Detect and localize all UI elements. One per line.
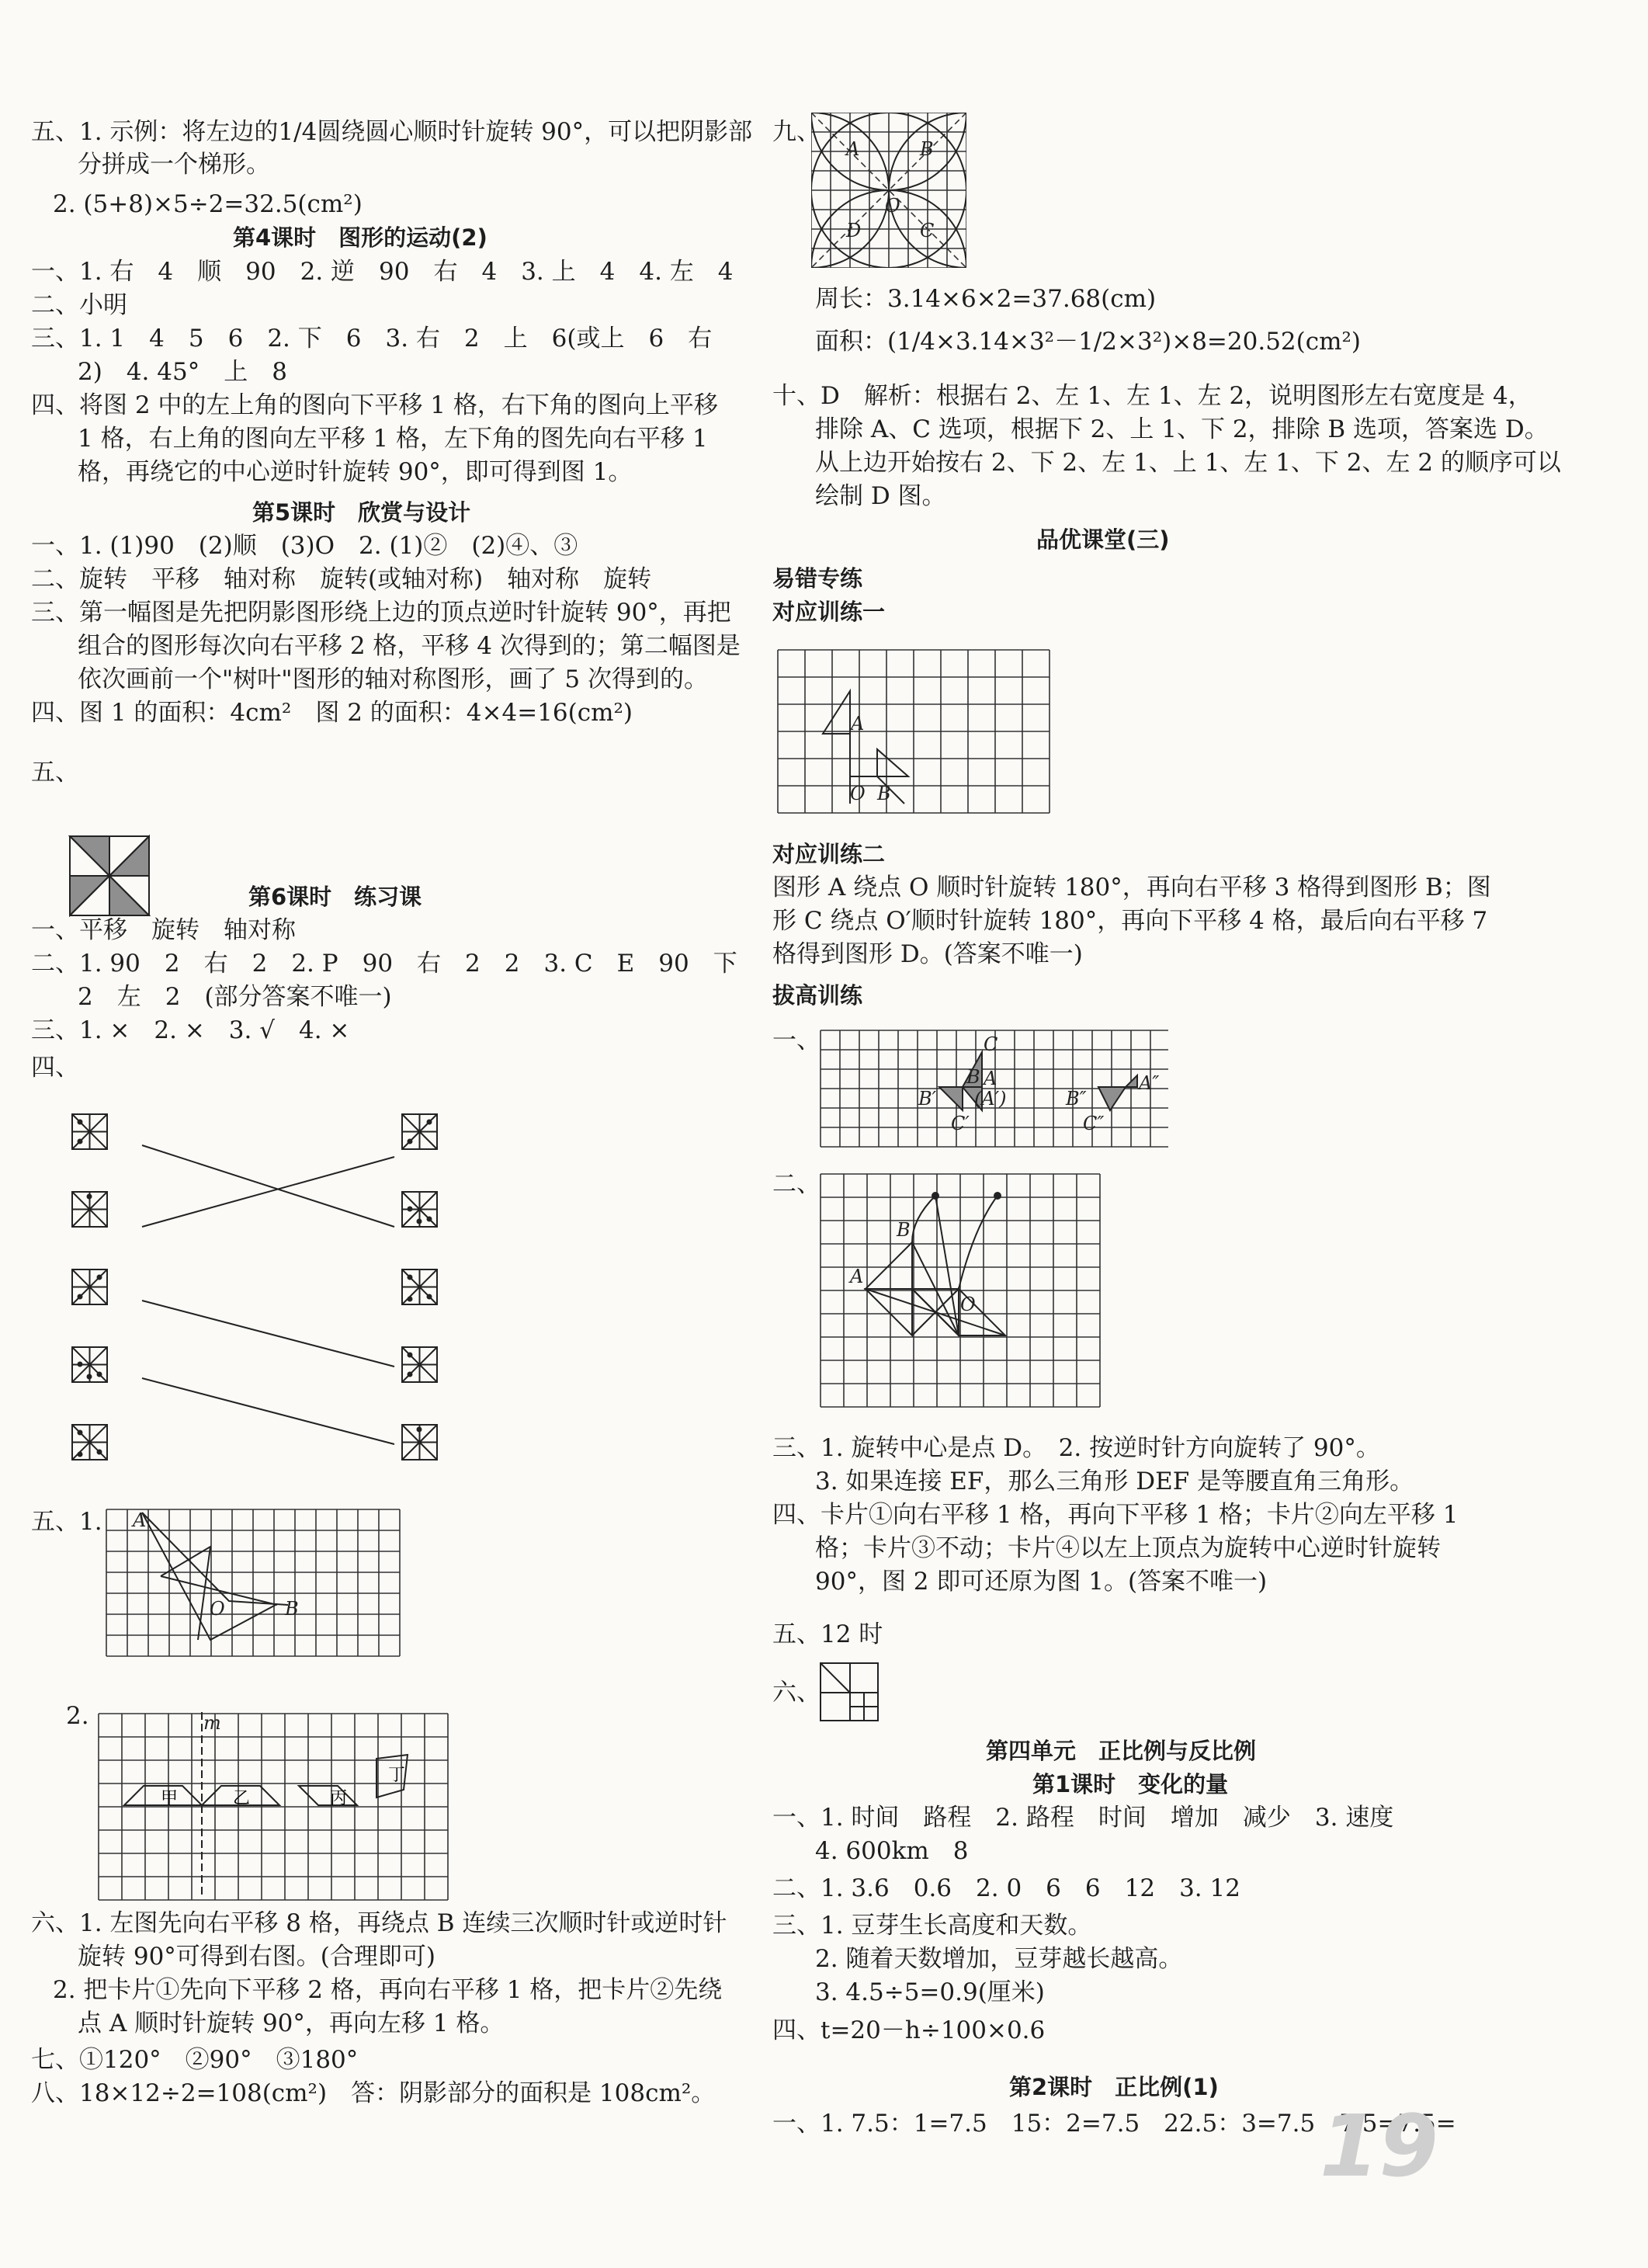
right-column-line: 拔高训练 (772, 982, 863, 1009)
left-column-line: 2. (66, 1702, 89, 1730)
label-c: C (984, 1033, 998, 1055)
right-column-line: 3. 如果连接 EF，那么三角形 DEF 是等腰直角三角形。 (815, 1467, 1414, 1495)
right-column-line: 3. 4.5÷5=0.9(厘米) (815, 1978, 1045, 2006)
page-number: 19 (1319, 2096, 1438, 2196)
left-column-line: 2. (5+8)×5÷2=32.5(cm²) (53, 190, 363, 218)
label-jia: 甲 (161, 1789, 179, 1808)
left-column-line: 二、小明 (31, 291, 127, 319)
right-column-line: 六、 (772, 1679, 821, 1707)
left-column-line: 三、第一幅图是先把阴影图形绕上边的顶点逆时针旋转 90°，再把 (31, 599, 731, 627)
right-column-line: 面积：(1/4×3.14×3²－1/2×3²)×8=20.52(cm²) (815, 328, 1362, 356)
label-a: A (846, 138, 860, 160)
label-bing: 丙 (330, 1789, 348, 1808)
right-column-line: 第1课时 变化的量 (1032, 1771, 1229, 1797)
right-column-line: 周长：3.14×6×2=37.68(cm) (815, 285, 1157, 313)
left-column-line: 三、1. × 2. × 3. √ 4. × (31, 1016, 350, 1044)
pinwheel-figure (68, 835, 151, 917)
left-column-line: 六、1. 左图先向右平移 8 格，再绕点 B 连续三次顺时针或逆时针 (31, 1909, 727, 1937)
right-column-line: 对应训练一 (772, 599, 886, 625)
axis-m-label: m (203, 1712, 221, 1734)
label-b: B (877, 783, 891, 804)
label-a: A (850, 1266, 864, 1287)
left-column-line: 分拼成一个梯形。 (78, 151, 270, 179)
right-column-line: 一、 (772, 1026, 821, 1054)
advanced-two-grid-figure (819, 1172, 1161, 1421)
label-d: D (846, 220, 862, 241)
right-column-line: 五、12 时 (772, 1620, 883, 1648)
right-column-line: 排除 A、C 选项，根据下 2、上 1、下 2，排除 B 选项，答案选 D。 (815, 415, 1549, 443)
left-column-line: 七、①120° ②90° ③180° (31, 2046, 359, 2074)
right-column-line: 第2课时 正比例(1) (1009, 2074, 1219, 2100)
left-column-line: 八、18×12÷2=108(cm²) 答：阴影部分的面积是 108cm²。 (31, 2079, 716, 2107)
five-one-grid-figure (105, 1508, 408, 1671)
right-column-line: 二、1. 3.6 0.6 2. 0 6 6 12 3. 12 (772, 1874, 1240, 1902)
label-a-prime: (A′) (974, 1088, 1007, 1110)
label-ding: 丁 (388, 1766, 406, 1785)
right-column-line: 形 C 绕点 O′顺时针旋转 180°，再向下平移 4 格，最后向右平移 7 (772, 907, 1488, 935)
right-column-line: 绘制 D 图。 (815, 482, 946, 510)
right-column-line: 二、 (772, 1170, 821, 1198)
label-o: O (885, 195, 900, 217)
left-column-line: 1 格，右上角的图向左平移 1 格，左下角的图先向右平移 1 (78, 425, 708, 453)
advanced-one-grid-figure (819, 1029, 1168, 1161)
left-column-line: 四、图 1 的面积：4cm² 图 2 的面积：4×4=16(cm²) (31, 699, 633, 727)
left-column-line: 组合的图形每次向右平移 2 格，平移 4 次得到的；第二幅图是 (78, 632, 741, 660)
label-o: O (210, 1598, 225, 1620)
right-column-line: 易错专练 (772, 565, 863, 592)
left-column-line: 2 左 2 (部分答案不唯一) (78, 983, 392, 1011)
left-column-line: 四、 (31, 1054, 79, 1082)
left-column-line: 第5课时 欣赏与设计 (252, 499, 471, 526)
label-a-dprime: A″ (1139, 1072, 1160, 1094)
training-one-grid-figure (776, 648, 1052, 835)
left-column-line: 2. 把卡片①先向下平移 2 格，再向右平移 1 格，把卡片②先绕 (53, 1976, 723, 2004)
right-column-line: 图形 A 绕点 O 顺时针旋转 180°，再向右平移 3 格得到图形 B；图 (772, 874, 1491, 901)
label-a: A (851, 713, 865, 735)
left-column-line: 五、1. (31, 1508, 102, 1536)
card-grid-figure (819, 1662, 881, 1724)
left-column-line: 四、将图 2 中的左上角的图向下平移 1 格，右下角的图向上平移 (31, 391, 718, 419)
right-column-line: 三、1. 豆芽生长高度和天数。 (772, 1912, 1092, 1940)
label-o: O (850, 783, 866, 804)
five-two-grid-figure (97, 1712, 454, 1906)
label-b: B (285, 1598, 299, 1620)
petal-figure (811, 113, 966, 268)
right-column-line: 从上边开始按右 2、下 2、左 1、上 1、左 1、下 2、左 2 的顺序可以 (815, 449, 1561, 477)
label-o: O (960, 1294, 976, 1315)
label-b-dprime: B″ (1066, 1088, 1087, 1110)
right-column-line: 一、1. 7.5：1=7.5 15：2=7.5 22.5：3=7.5 7.5=7.5= (772, 2110, 1456, 2138)
left-column-line: 三、1. 1 4 5 6 2. 下 6 3. 右 2 上 6(或上 6 右 (31, 325, 713, 353)
right-column-line: 三、1. 旋转中心是点 D。 2. 按逆时针方向旋转了 90°。 (772, 1434, 1380, 1462)
left-column-line: 第4课时 图形的运动(2) (233, 224, 487, 251)
label-c-dprime: C″ (1083, 1113, 1105, 1134)
right-column-line: 九、 (772, 118, 821, 146)
label-b: B (920, 138, 934, 160)
right-column-line: 90°，图 2 即可还原为图 1。(答案不唯一) (815, 1568, 1268, 1596)
left-column-line: 一、1. (1)90 (2)顺 (3)O 2. (1)② (2)④、③ (31, 532, 578, 560)
left-column-line: 第6课时 练习课 (248, 884, 422, 910)
right-column-line: 格得到图形 D。(答案不唯一) (772, 940, 1083, 968)
label-yi: 乙 (233, 1789, 251, 1808)
right-column-line: 对应训练二 (772, 841, 886, 867)
left-column-line: 点 A 顺时针旋转 90°，再向左移 1 格。 (78, 2009, 505, 2037)
right-column-line: 品优课堂(三) (1036, 526, 1170, 553)
left-column-line: 依次画前一个"树叶"图形的轴对称图形，画了 5 次得到的。 (78, 665, 708, 693)
right-column-line: 4. 600km 8 (815, 1837, 969, 1865)
left-column-line: 旋转 90°可得到右图。(合理即可) (78, 1943, 435, 1971)
left-column-line: 2) 4. 45° 上 8 (78, 358, 287, 386)
right-column-line: 十、D 解析：根据右 2、左 1、左 1、左 2，说明图形左右宽度是 4， (772, 382, 1532, 410)
label-a: A (133, 1509, 147, 1531)
right-column-line: 一、1. 时间 路程 2. 路程 时间 增加 减少 3. 速度 (772, 1804, 1394, 1832)
right-column-line: 第四单元 正比例与反比例 (986, 1738, 1257, 1764)
left-column-line: 五、1. 示例：将左边的1/4圆绕圆心顺时针旋转 90°，可以把阴影部 (31, 118, 753, 146)
label-a: A (984, 1068, 997, 1089)
right-column-line: 2. 随着天数增加，豆芽越长越高。 (815, 1945, 1183, 1973)
label-b: B (966, 1066, 980, 1088)
matching-cards-figure (68, 1110, 503, 1483)
right-column-line: 四、t=20－h÷100×0.6 (772, 2016, 1046, 2044)
label-c-prime: C′ (951, 1113, 970, 1134)
left-column-line: 二、1. 90 2 右 2 2. P 90 右 2 2 3. C E 90 下 (31, 950, 737, 978)
left-column-line: 一、1. 右 4 顺 90 2. 逆 90 右 4 3. 上 4 4. 左 4 (31, 258, 734, 286)
label-b: B (897, 1219, 911, 1241)
left-column-line: 格，再绕它的中心逆时针旋转 90°，即可得到图 1。 (78, 458, 633, 486)
left-column-line: 二、旋转 平移 轴对称 旋转(或轴对称) 轴对称 旋转 (31, 565, 652, 593)
left-column-line: 五、 (31, 759, 79, 787)
label-b-prime: B′ (918, 1088, 937, 1110)
right-column-line: 四、卡片①向右平移 1 格，再向下平移 1 格；卡片②向左平移 1 (772, 1501, 1459, 1529)
left-column-line: 一、平移 旋转 轴对称 (31, 916, 296, 944)
label-c: C (920, 220, 935, 241)
right-column-line: 格；卡片③不动；卡片④以左上顶点为旋转中心逆时针旋转 (815, 1534, 1441, 1562)
